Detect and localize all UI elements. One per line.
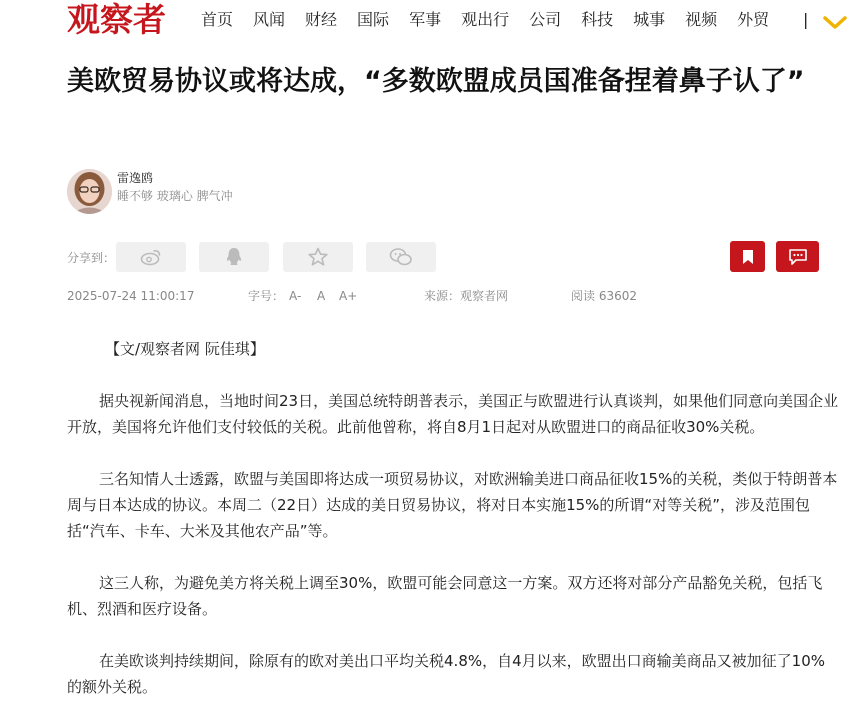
share-weibo-button[interactable] — [116, 242, 186, 272]
publish-time: 2025-07-24 11:00:17 — [67, 289, 195, 303]
share-wechat-button[interactable] — [366, 242, 436, 272]
nav-item-international[interactable]: 国际 — [357, 10, 390, 29]
font-size-normal-button[interactable]: A — [317, 289, 326, 303]
article-byline: 【文/观察者网 阮佳琪】 — [105, 340, 265, 358]
nav-item-trade[interactable]: 外贸 — [737, 10, 770, 29]
nav-item-mobility[interactable]: 观出行 — [461, 10, 510, 29]
article-meta — [67, 288, 819, 306]
nav-item-military[interactable]: 军事 — [409, 10, 442, 29]
comment-button[interactable] — [776, 241, 819, 272]
site-logo[interactable]: 观察者 — [67, 0, 166, 39]
author-name[interactable]: 雷逸鸥 — [117, 171, 154, 185]
nav-list — [201, 9, 789, 31]
nav-item-home[interactable]: 首页 — [201, 10, 234, 29]
top-navigation — [0, 0, 852, 42]
wechat-icon — [389, 247, 413, 267]
view-count: 阅读 63602 — [571, 289, 637, 303]
nav-separator: | — [803, 10, 809, 29]
article-paragraph: 这三人称，为避免美方将关税上调至30%，欧盟可能会同意这一方案。双方还将对部分产品豁免关税，包括飞机、烈酒和医疗设备。 — [67, 574, 823, 618]
article-paragraph: 据央视新闻消息，当地时间23日，美国总统特朗普表示，美国正与欧盟进行认真谈判，如果他们同意向美国企业开放，美国将允许他们支付较低的关税。此前他曾称，将自8月1日起对从欧盟进口的商品征收30%关税。 — [67, 392, 839, 436]
comment-icon — [788, 248, 808, 266]
nav-item-video[interactable]: 视频 — [685, 10, 718, 29]
font-size-large-button[interactable]: A+ — [339, 289, 358, 303]
bookmark-button[interactable] — [730, 241, 765, 272]
bookmark-icon — [742, 249, 754, 265]
share-qzone-button[interactable] — [283, 242, 353, 272]
nav-item-city[interactable]: 城事 — [633, 10, 666, 29]
qq-icon — [225, 247, 243, 267]
share-row — [67, 241, 819, 273]
author-bio: 睡不够 玻璃心 脾气冲 — [117, 189, 233, 203]
nav-item-fengwen[interactable]: 风闻 — [253, 10, 286, 29]
weibo-icon — [140, 248, 162, 266]
article-source: 来源：观察者网 — [424, 289, 509, 303]
article-body — [67, 336, 839, 721]
share-label: 分享到： — [67, 251, 116, 265]
nav-item-tech[interactable]: 科技 — [581, 10, 614, 29]
qzone-star-icon — [308, 247, 328, 267]
chevron-down-icon[interactable] — [822, 15, 848, 31]
font-size-small-button[interactable]: A- — [289, 289, 302, 303]
article-paragraph: 在美欧谈判持续期间，除原有的欧对美出口平均关税4.8%，自4月以来，欧盟出口商输美商品又被加征了10%的额外关税。 — [67, 652, 825, 696]
article-title: 美欧贸易协议或将达成，“多数欧盟成员国准备捏着鼻子认了” — [67, 66, 805, 97]
nav-item-company[interactable]: 公司 — [529, 10, 562, 29]
nav-item-finance[interactable]: 财经 — [305, 10, 338, 29]
article-paragraph: 三名知情人士透露，欧盟与美国即将达成一项贸易协议，对欧洲输美进口商品征收15%的关税，类似于特朗普本周与日本达成的协议。本周二（22日）达成的美日贸易协议，将对日本实施15%的所谓“对等关税”，涉及范围包括“汽车、卡车、大米及其他农产品”等。 — [67, 470, 838, 540]
font-size-label: 字号： — [248, 289, 285, 303]
avatar[interactable] — [67, 169, 112, 214]
share-qq-button[interactable] — [199, 242, 269, 272]
